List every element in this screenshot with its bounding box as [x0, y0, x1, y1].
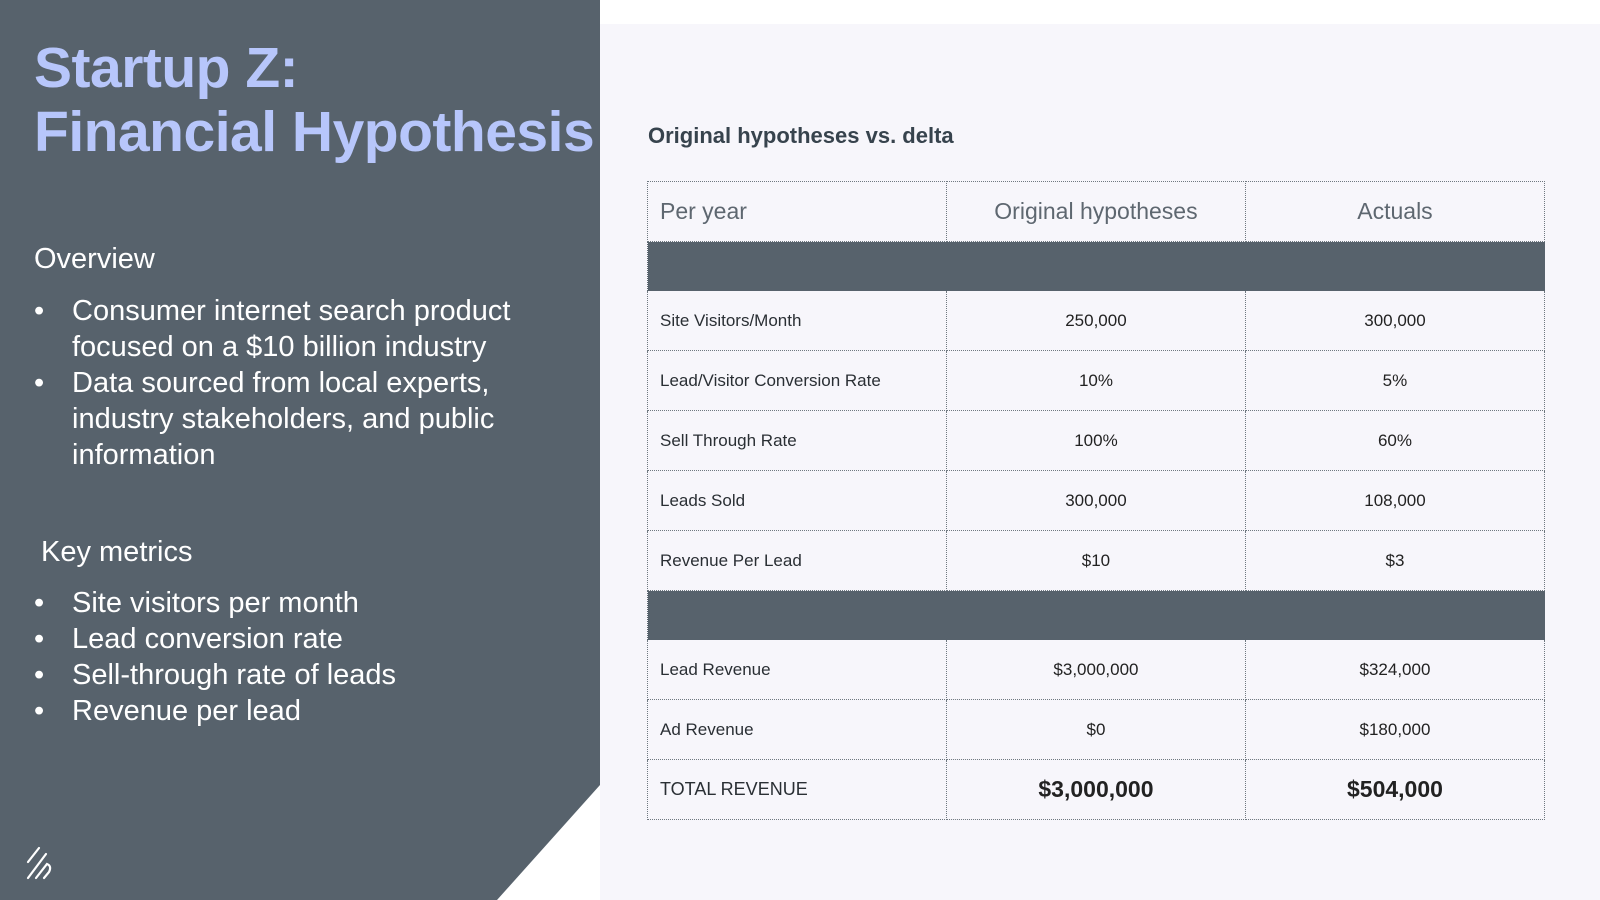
metric-cell: Ad Revenue [648, 700, 947, 760]
original-cell: 300,000 [946, 471, 1245, 531]
key-metric-bullet: • Revenue per lead [34, 693, 554, 729]
original-cell: 10% [946, 351, 1245, 411]
key-metric-bullet: • Lead conversion rate [34, 621, 554, 657]
key-metrics-heading: Key metrics [41, 536, 193, 568]
table-row [648, 291, 1545, 351]
actual-cell: 300,000 [1245, 291, 1544, 351]
total-row [648, 760, 1545, 820]
metric-cell: Sell Through Rate [648, 411, 947, 471]
column-header: Actuals [1245, 182, 1544, 242]
original-cell: $3,000,000 [946, 640, 1245, 700]
overview-heading: Overview [34, 243, 155, 275]
metric-cell: Revenue Per Lead [648, 531, 947, 591]
actual-cell: 5% [1245, 351, 1544, 411]
title-line-1: Startup Z: [34, 36, 299, 100]
overview-bullets [34, 293, 554, 473]
actual-cell: $3 [1245, 531, 1544, 591]
metric-cell: Site Visitors/Month [648, 291, 947, 351]
column-header: Original hypotheses [946, 182, 1245, 242]
hypotheses-table [647, 181, 1545, 820]
metric-cell: Lead/Visitor Conversion Rate [648, 351, 947, 411]
table-header-row [648, 182, 1545, 242]
section-band [648, 242, 1545, 291]
original-cell: $0 [946, 700, 1245, 760]
key-metric-bullet: • Site visitors per month [34, 585, 554, 621]
metric-cell: Leads Sold [648, 471, 947, 531]
metric-cell: TOTAL REVENUE [648, 760, 947, 820]
column-header: Per year [648, 182, 947, 242]
table-row [648, 411, 1545, 471]
section-band [648, 591, 1545, 640]
overview-bullet: • Consumer internet search product focused on a $10 billion industry [34, 293, 554, 365]
overview-bullet: • Data sourced from local experts, industry stakeholders, and public information [34, 365, 554, 473]
table-row [648, 351, 1545, 411]
actual-cell: 108,000 [1245, 471, 1544, 531]
original-cell: 100% [946, 411, 1245, 471]
table-title: Original hypotheses vs. delta [648, 123, 954, 148]
original-cell: $10 [946, 531, 1245, 591]
key-metric-bullet: • Sell-through rate of leads [34, 657, 554, 693]
actual-cell: 60% [1245, 411, 1544, 471]
original-cell: 250,000 [946, 291, 1245, 351]
actual-total-cell: $504,000 [1245, 760, 1544, 820]
slide-title [34, 36, 594, 164]
key-metrics-bullets [34, 585, 554, 729]
table-row [648, 471, 1545, 531]
original-total-cell: $3,000,000 [946, 760, 1245, 820]
table-row [648, 700, 1545, 760]
actual-cell: $180,000 [1245, 700, 1544, 760]
metric-cell: Lead Revenue [648, 640, 947, 700]
table-row [648, 531, 1545, 591]
title-line-2: Financial Hypothesis [34, 100, 595, 164]
table-row [648, 640, 1545, 700]
actual-cell: $324,000 [1245, 640, 1544, 700]
slash-logo-icon [26, 846, 56, 880]
